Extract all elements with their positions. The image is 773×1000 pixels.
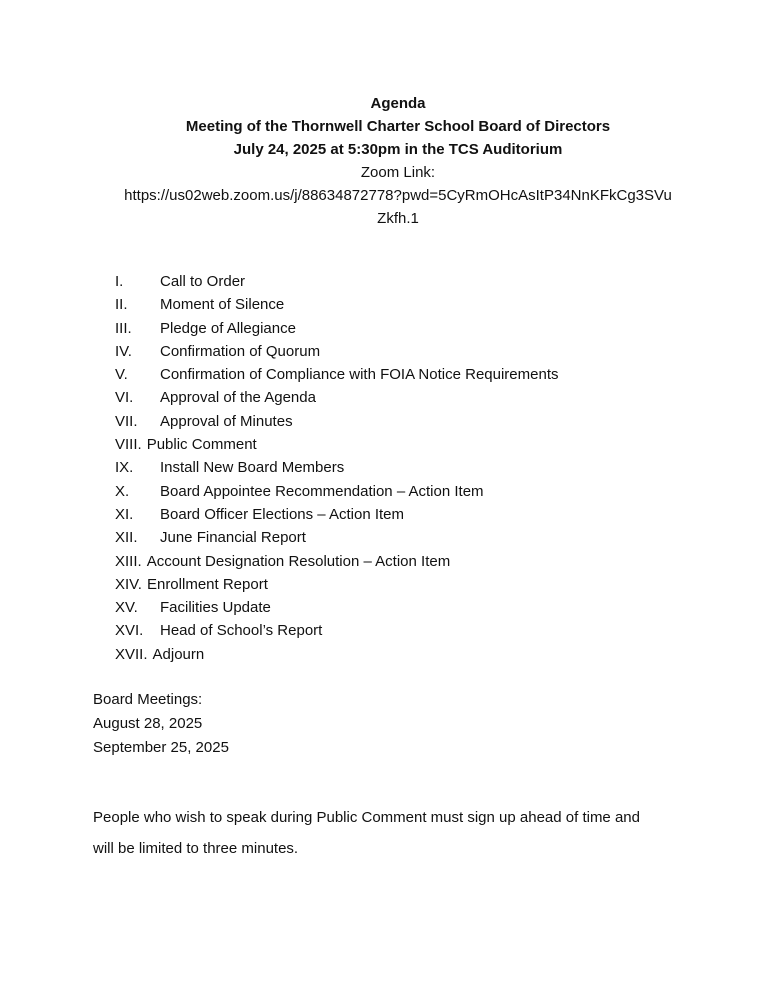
- agenda-item-numeral: VII.: [115, 412, 138, 430]
- zoom-url-line1: https://us02web.zoom.us/j/88634872778?pwd=5CyRmOHcAsItP34NnKFkCg3SVu: [124, 187, 672, 204]
- agenda-item-text: Install New Board Members: [160, 459, 345, 477]
- agenda-item: [115, 643, 703, 666]
- agenda-item-numeral: VI.: [115, 389, 134, 407]
- agenda-item-numeral: IV.: [115, 342, 132, 360]
- agenda-item-numeral: XVII.: [115, 645, 148, 663]
- agenda-item: [115, 433, 703, 456]
- agenda-item-text: Head of School’s Report: [160, 622, 323, 640]
- agenda-item: [115, 573, 703, 596]
- agenda-item: [115, 526, 703, 549]
- agenda-item: [115, 410, 703, 433]
- board-meeting-date: September 25, 2025: [93, 739, 229, 757]
- agenda-item: [115, 270, 703, 293]
- board-meeting-date: August 28, 2025: [93, 715, 203, 733]
- agenda-item-text: Public Comment: [146, 436, 257, 454]
- agenda-item-text: Account Designation Resolution – Action Item: [146, 552, 451, 570]
- agenda-item: [115, 386, 703, 409]
- agenda-item-numeral: XI.: [115, 505, 134, 523]
- agenda-item-text: Confirmation of Quorum: [160, 342, 321, 360]
- agenda-item-text: June Financial Report: [160, 529, 306, 547]
- agenda-item-numeral: XIII.: [115, 552, 142, 570]
- agenda-item-numeral: II.: [115, 296, 128, 314]
- agenda-item: [115, 596, 703, 619]
- agenda-item-numeral: XV.: [115, 599, 138, 617]
- agenda-item-text: Confirmation of Compliance with FOIA Notice Requirements: [160, 366, 559, 384]
- public-comment-note-line1: People who wish to speak during Public Comment must sign up ahead of time and: [93, 809, 640, 827]
- agenda-item-text: Adjourn: [152, 645, 205, 663]
- document-footer: [93, 688, 703, 864]
- agenda-item-text: Pledge of Allegiance: [160, 319, 296, 337]
- agenda-item: [115, 340, 703, 363]
- zoom-link-label: Zoom Link:: [360, 164, 436, 181]
- board-meetings-label: Board Meetings:: [93, 691, 203, 709]
- agenda-item-numeral: III.: [115, 319, 132, 337]
- agenda-title: Agenda: [370, 95, 426, 112]
- agenda-item-text: Approval of Minutes: [160, 412, 293, 430]
- agenda-item-numeral: XVI.: [115, 622, 144, 640]
- agenda-item-text: Moment of Silence: [160, 296, 285, 314]
- agenda-item-numeral: I.: [115, 273, 124, 290]
- agenda-list: [115, 270, 703, 666]
- public-comment-note: [93, 802, 703, 864]
- agenda-item-numeral: VIII.: [115, 436, 142, 454]
- agenda-item: [115, 550, 703, 573]
- board-meetings-section: [93, 688, 703, 760]
- agenda-item-text: Facilities Update: [160, 599, 271, 617]
- agenda-item: [115, 293, 703, 316]
- agenda-item: [115, 317, 703, 340]
- meeting-datetime: July 24, 2025 at 5:30pm in the TCS Auditorium: [233, 141, 563, 158]
- document-header: [93, 92, 703, 230]
- agenda-item: [115, 619, 703, 642]
- public-comment-note-line2: will be limited to three minutes.: [93, 840, 299, 858]
- agenda-item-text: Call to Order: [160, 273, 246, 290]
- agenda-item-numeral: XIV.: [115, 575, 142, 593]
- agenda-item-numeral: X.: [115, 482, 130, 500]
- agenda-item-text: Board Officer Elections – Action Item: [160, 505, 405, 523]
- agenda-item-text: Enrollment Report: [146, 575, 268, 593]
- agenda-item-numeral: V.: [115, 366, 128, 384]
- agenda-item: [115, 503, 703, 526]
- agenda-item-numeral: IX.: [115, 459, 134, 477]
- agenda-item-text: Approval of the Agenda: [160, 389, 316, 407]
- agenda-item-numeral: XII.: [115, 529, 138, 547]
- agenda-item: [115, 480, 703, 503]
- agenda-item: [115, 363, 703, 386]
- agenda-item: [115, 456, 703, 479]
- meeting-subtitle: Meeting of the Thornwell Charter School Board of Directors: [185, 118, 611, 135]
- agenda-item-text: Board Appointee Recommendation – Action Item: [160, 482, 484, 500]
- zoom-url-line2: Zkfh.1: [377, 210, 419, 227]
